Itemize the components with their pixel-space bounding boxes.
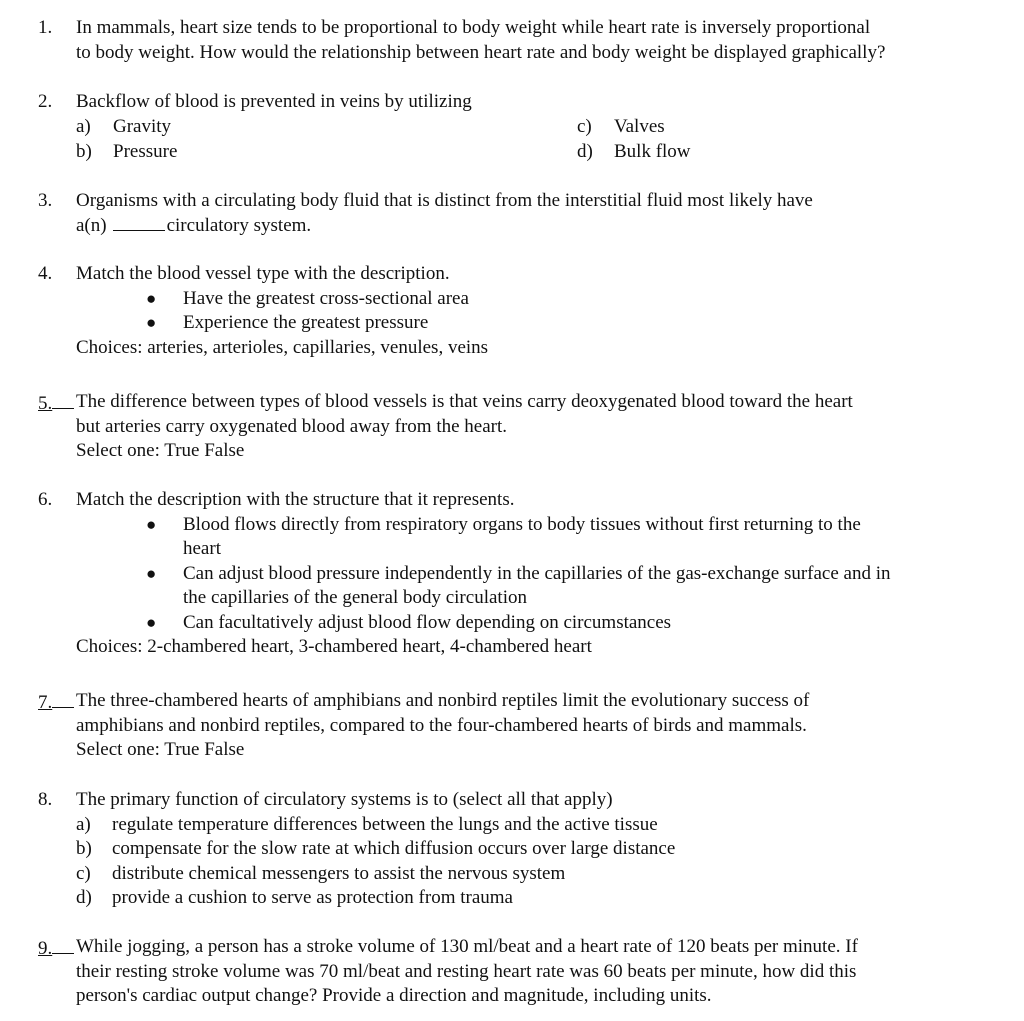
bullet-icon: ●	[146, 514, 157, 534]
answer-options	[76, 115, 970, 164]
choices-text: Choices: 2-chambered heart, 3-chambered heart, 4-chambered heart	[76, 636, 592, 657]
question-text: The three-chambered hearts of amphibians and nonbird reptiles limit the evolutionary success of	[76, 690, 810, 711]
bullet-item: ● Blood flows directly from respiratory organs to body tissues without first returning to the heart	[146, 513, 861, 559]
question-stem: Backflow of blood is prevented in veins by utilizing	[76, 91, 472, 112]
question-6	[0, 488, 1010, 660]
bullet-icon: ●	[146, 313, 157, 332]
question-stem: Match the blood vessel type with the description.	[76, 263, 450, 284]
bullet-icon: ●	[146, 288, 157, 308]
question-number: 6.	[38, 489, 53, 510]
choices-text: Choices: arteries, arterioles, capillaries, venules, veins	[76, 336, 489, 358]
question-text-blank-line: a(n) circulatory system.	[76, 214, 312, 236]
question-1	[0, 16, 1010, 65]
answer-option-c[interactable]: c) distribute chemical messengers to assist the nervous system	[76, 862, 566, 884]
question-text: Organisms with a circulating body fluid that is distinct from the interstitial fluid most likely have	[76, 190, 813, 211]
bullet-item: ● Experience the greatest pressure	[0, 311, 970, 336]
question-2	[0, 90, 1010, 164]
bullet-icon: ●	[146, 612, 157, 632]
question-text: but arteries carry oxygenated blood away from the heart.	[76, 415, 508, 437]
question-number: 9.	[38, 935, 74, 962]
answer-option-b[interactable]: b) Pressure	[76, 140, 178, 162]
question-number: 2.	[38, 91, 53, 112]
answer-option-a[interactable]: a) regulate temperature differences between the lungs and the active tissue	[76, 813, 658, 835]
fill-in-blank[interactable]	[113, 214, 165, 231]
question-text: person's cardiac output change? Provide a direction and magnitude, including units.	[76, 985, 712, 1006]
question-number: 7.	[38, 689, 74, 716]
bullet-item: ● Have the greatest cross-sectional area	[0, 287, 970, 312]
question-3	[0, 189, 1010, 238]
question-8	[0, 788, 1010, 911]
true-false-prompt[interactable]: Select one: True False	[76, 440, 245, 461]
answer-option-b[interactable]: b) compensate for the slow rate at which diffusion occurs over large distance	[76, 838, 676, 859]
question-5	[0, 390, 1010, 464]
question-stem: Match the description with the structure that it represents.	[76, 489, 515, 510]
question-number: 3.	[38, 190, 53, 211]
question-number: 4.	[38, 263, 53, 284]
question-7	[0, 689, 1010, 763]
true-false-prompt[interactable]: Select one: True False	[76, 739, 245, 760]
question-text: their resting stroke volume was 70 ml/beat and resting heart rate was 60 beats per minute, how did this	[76, 960, 857, 982]
question-9	[0, 935, 1010, 1009]
answer-option-d[interactable]: d) Bulk flow	[577, 140, 691, 162]
answer-option-d[interactable]: d) provide a cushion to serve as protection from trauma	[76, 887, 513, 908]
question-text: to body weight. How would the relationship between heart rate and body weight be displayed graphically?	[76, 41, 886, 63]
question-text: In mammals, heart size tends to be proportional to body weight while heart rate is inversely proportional	[76, 17, 871, 38]
answer-option-a[interactable]: a) Gravity	[76, 115, 172, 137]
question-number: 1.	[38, 17, 53, 38]
question-text: The difference between types of blood vessels is that veins carry deoxygenated blood toward the heart	[76, 391, 853, 412]
question-stem: The primary function of circulatory systems is to (select all that apply)	[76, 789, 613, 810]
question-4	[0, 262, 1010, 360]
question-number: 5.	[38, 390, 74, 417]
bullet-icon: ●	[146, 563, 157, 583]
question-text: While jogging, a person has a stroke volume of 130 ml/beat and a heart rate of 120 beats per minute. If	[76, 936, 858, 957]
answer-option-c[interactable]: c) Valves	[577, 115, 665, 137]
question-text: amphibians and nonbird reptiles, compared to the four-chambered hearts of birds and mammals.	[76, 714, 807, 736]
question-number: 8.	[38, 789, 53, 810]
bullet-item: ● Can adjust blood pressure independently in the capillaries of the gas-exchange surface and in the capillaries of the general body circulation	[146, 562, 891, 608]
bullet-item: ● Can facultatively adjust blood flow depending on circumstances	[0, 611, 970, 636]
